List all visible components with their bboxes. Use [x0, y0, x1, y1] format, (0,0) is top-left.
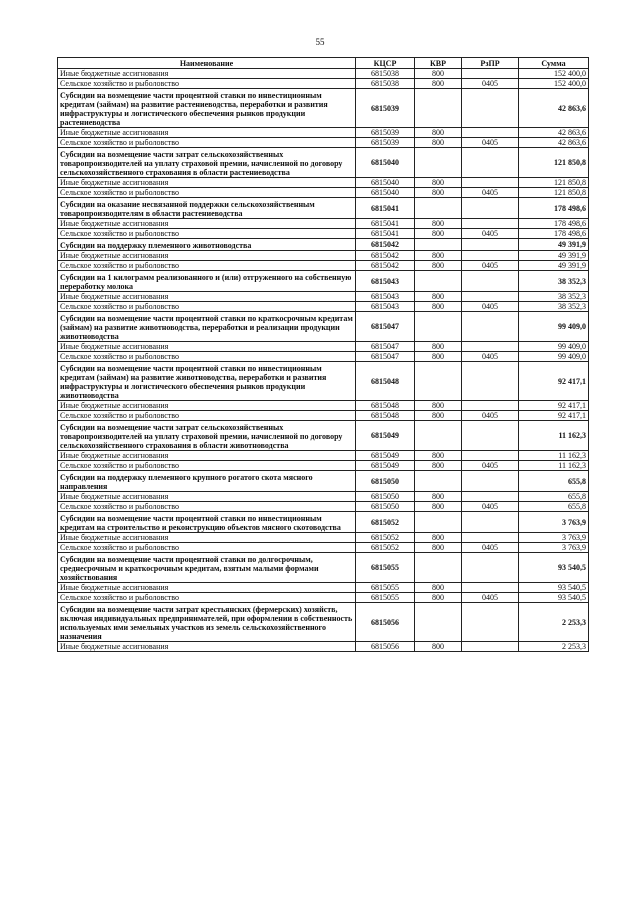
cell-name: Иные бюджетные ассигнования: [58, 251, 356, 261]
cell-kvr: 800: [415, 79, 462, 89]
table-body: [58, 69, 589, 652]
header-rzpr: РзПР: [462, 58, 519, 69]
cell-kvr: 800: [415, 229, 462, 239]
table-row: [58, 79, 589, 89]
cell-kvr: 800: [415, 451, 462, 461]
cell-rzpr: 0405: [462, 543, 519, 553]
cell-sum: 655,8: [519, 492, 589, 502]
table-row: [58, 128, 589, 138]
cell-kcsr: 6815056: [356, 603, 415, 642]
cell-rzpr: 0405: [462, 138, 519, 148]
cell-rzpr: [462, 312, 519, 342]
table-row: [58, 502, 589, 512]
table-row: [58, 178, 589, 188]
cell-kcsr: 6815052: [356, 512, 415, 533]
cell-rzpr: [462, 148, 519, 178]
cell-sum: 11 162,3: [519, 461, 589, 471]
cell-kcsr: 6815055: [356, 593, 415, 603]
cell-name: Субсидии на 1 килограмм реализованного и (или) отгруженного на собственную переработку молока: [58, 271, 356, 292]
cell-kvr: [415, 148, 462, 178]
cell-kcsr: 6815043: [356, 271, 415, 292]
cell-kvr: [415, 603, 462, 642]
cell-rzpr: 0405: [462, 302, 519, 312]
cell-kvr: 800: [415, 352, 462, 362]
cell-name: Субсидии на возмещение части затрат крестьянских (фермерских) хозяйств, включая индивидуальных предпринимателей, при оформлении в собственность используемых ими земельных участков из земель сельскохозяйственного назначения: [58, 603, 356, 642]
cell-name: Субсидии на возмещение части процентной ставки по инвестиционным кредитам (займам) на развитие растениеводства, переработки и развития инфраструктуры и логистического обеспечения рынков продукции растениеводства: [58, 89, 356, 128]
cell-name: Иные бюджетные ассигнования: [58, 583, 356, 593]
cell-sum: 93 540,5: [519, 593, 589, 603]
cell-sum: 49 391,9: [519, 261, 589, 271]
cell-kvr: 800: [415, 302, 462, 312]
cell-rzpr: [462, 292, 519, 302]
cell-kcsr: 6815043: [356, 292, 415, 302]
cell-kcsr: 6815055: [356, 553, 415, 583]
cell-rzpr: [462, 271, 519, 292]
cell-kcsr: 6815039: [356, 138, 415, 148]
cell-rzpr: 0405: [462, 411, 519, 421]
cell-kvr: 800: [415, 261, 462, 271]
subsidy-row: [58, 553, 589, 583]
cell-kvr: [415, 271, 462, 292]
cell-name: Субсидии на возмещение части затрат сельскохозяйственных товаропроизводителей на уплату страховой премии, начисленной по договору сельскохозяйственного страхования в области животноводства: [58, 421, 356, 451]
cell-rzpr: [462, 533, 519, 543]
table-row: [58, 492, 589, 502]
cell-name: Иные бюджетные ассигнования: [58, 642, 356, 652]
cell-name: Субсидии на возмещение части процентной ставки по инвестиционным кредитам на строительство и реконструкцию объектов мясного скотоводства: [58, 512, 356, 533]
cell-kvr: 800: [415, 401, 462, 411]
cell-rzpr: [462, 421, 519, 451]
cell-kvr: 800: [415, 292, 462, 302]
cell-sum: 99 409,0: [519, 312, 589, 342]
cell-kvr: 800: [415, 251, 462, 261]
table-row: [58, 451, 589, 461]
table-header-row: [58, 58, 589, 69]
cell-kvr: 800: [415, 583, 462, 593]
cell-name: Иные бюджетные ассигнования: [58, 69, 356, 79]
cell-kvr: 800: [415, 138, 462, 148]
cell-sum: 121 850,8: [519, 148, 589, 178]
cell-rzpr: [462, 603, 519, 642]
cell-kvr: [415, 239, 462, 251]
table-row: [58, 261, 589, 271]
subsidy-row: [58, 421, 589, 451]
cell-name: Иные бюджетные ассигнования: [58, 533, 356, 543]
cell-sum: 11 162,3: [519, 451, 589, 461]
table-row: [58, 219, 589, 229]
cell-kvr: 800: [415, 69, 462, 79]
cell-kvr: 800: [415, 502, 462, 512]
cell-kcsr: 6815050: [356, 492, 415, 502]
cell-sum: 93 540,5: [519, 553, 589, 583]
cell-sum: 99 409,0: [519, 352, 589, 362]
cell-kcsr: 6815042: [356, 251, 415, 261]
cell-kcsr: 6815049: [356, 421, 415, 451]
subsidy-row: [58, 312, 589, 342]
page-number: 55: [315, 37, 325, 47]
cell-kcsr: 6815038: [356, 79, 415, 89]
cell-sum: 655,8: [519, 502, 589, 512]
cell-kvr: [415, 312, 462, 342]
cell-rzpr: [462, 198, 519, 219]
cell-kcsr: 6815047: [356, 312, 415, 342]
header-kvr: КВР: [415, 58, 462, 69]
cell-rzpr: 0405: [462, 593, 519, 603]
cell-name: Иные бюджетные ассигнования: [58, 342, 356, 352]
cell-name: Иные бюджетные ассигнования: [58, 451, 356, 461]
cell-rzpr: [462, 178, 519, 188]
cell-kvr: 800: [415, 642, 462, 652]
cell-name: Сельское хозяйство и рыболовство: [58, 138, 356, 148]
subsidy-row: [58, 148, 589, 178]
cell-name: Субсидии на возмещение части процентной ставки по долгосрочным, среднесрочным и краткосрочным кредитам, взятым малыми формами хозяйствования: [58, 553, 356, 583]
cell-sum: 38 352,3: [519, 271, 589, 292]
subsidy-row: [58, 239, 589, 251]
cell-sum: 92 417,1: [519, 362, 589, 401]
subsidy-row: [58, 471, 589, 492]
cell-name: Субсидии на возмещение части процентной ставки по инвестиционным кредитам (займам) на развитие животноводства, переработки и развития инфраструктуры и логистического обеспечения рынков продукции животноводства: [58, 362, 356, 401]
cell-name: Субсидии на возмещение части процентной ставки по краткосрочным кредитам (займам) на развитие животноводства, переработки и реализации продукции животноводства: [58, 312, 356, 342]
cell-sum: 93 540,5: [519, 583, 589, 593]
cell-rzpr: [462, 342, 519, 352]
cell-sum: 38 352,3: [519, 302, 589, 312]
cell-rzpr: 0405: [462, 502, 519, 512]
cell-kcsr: 6815040: [356, 148, 415, 178]
cell-rzpr: 0405: [462, 352, 519, 362]
cell-kcsr: 6815056: [356, 642, 415, 652]
cell-rzpr: [462, 219, 519, 229]
cell-name: Субсидии на возмещение части затрат сельскохозяйственных товаропроизводителей на уплату страховой премии, начисленной по договору сельскохозяйственного страхования в области растениеводства: [58, 148, 356, 178]
cell-sum: 178 498,6: [519, 198, 589, 219]
cell-kcsr: 6815039: [356, 128, 415, 138]
cell-kcsr: 6815055: [356, 583, 415, 593]
cell-kvr: [415, 362, 462, 401]
cell-kcsr: 6815039: [356, 89, 415, 128]
cell-kcsr: 6815040: [356, 178, 415, 188]
cell-rzpr: 0405: [462, 229, 519, 239]
cell-sum: 2 253,3: [519, 642, 589, 652]
cell-rzpr: [462, 553, 519, 583]
cell-rzpr: 0405: [462, 79, 519, 89]
cell-kcsr: 6815048: [356, 362, 415, 401]
cell-kcsr: 6815052: [356, 533, 415, 543]
header-sum: Сумма: [519, 58, 589, 69]
cell-sum: 49 391,9: [519, 251, 589, 261]
cell-sum: 3 763,9: [519, 543, 589, 553]
cell-sum: 92 417,1: [519, 401, 589, 411]
cell-kcsr: 6815040: [356, 188, 415, 198]
table-row: [58, 533, 589, 543]
cell-kvr: [415, 421, 462, 451]
cell-kvr: 800: [415, 188, 462, 198]
cell-sum: 178 498,6: [519, 219, 589, 229]
cell-name: Иные бюджетные ассигнования: [58, 219, 356, 229]
cell-sum: 42 863,6: [519, 128, 589, 138]
cell-sum: 152 400,0: [519, 69, 589, 79]
cell-kcsr: 6815042: [356, 239, 415, 251]
cell-kcsr: 6815050: [356, 471, 415, 492]
cell-kvr: 800: [415, 342, 462, 352]
cell-sum: 152 400,0: [519, 79, 589, 89]
table-row: [58, 292, 589, 302]
cell-rzpr: [462, 471, 519, 492]
cell-rzpr: 0405: [462, 261, 519, 271]
table-row: [58, 411, 589, 421]
cell-kvr: 800: [415, 411, 462, 421]
cell-rzpr: [462, 239, 519, 251]
cell-kcsr: 6815041: [356, 229, 415, 239]
cell-rzpr: [462, 251, 519, 261]
cell-sum: 2 253,3: [519, 603, 589, 642]
table-row: [58, 342, 589, 352]
cell-kvr: 800: [415, 219, 462, 229]
cell-name: Сельское хозяйство и рыболовство: [58, 261, 356, 271]
table-row: [58, 401, 589, 411]
cell-name: Иные бюджетные ассигнования: [58, 178, 356, 188]
cell-rzpr: [462, 492, 519, 502]
budget-table: [57, 57, 589, 652]
table-row: [58, 642, 589, 652]
cell-kcsr: 6815043: [356, 302, 415, 312]
cell-name: Иные бюджетные ассигнования: [58, 292, 356, 302]
cell-name: Сельское хозяйство и рыболовство: [58, 79, 356, 89]
table-row: [58, 461, 589, 471]
cell-kcsr: 6815049: [356, 461, 415, 471]
cell-sum: 92 417,1: [519, 411, 589, 421]
subsidy-row: [58, 512, 589, 533]
cell-kvr: [415, 198, 462, 219]
cell-sum: 49 391,9: [519, 239, 589, 251]
cell-kcsr: 6815049: [356, 451, 415, 461]
cell-name: Сельское хозяйство и рыболовство: [58, 543, 356, 553]
cell-sum: 38 352,3: [519, 292, 589, 302]
cell-kcsr: 6815048: [356, 411, 415, 421]
cell-name: Сельское хозяйство и рыболовство: [58, 461, 356, 471]
subsidy-row: [58, 362, 589, 401]
table-row: [58, 188, 589, 198]
cell-rzpr: [462, 642, 519, 652]
cell-rzpr: [462, 451, 519, 461]
header-name: Наименование: [58, 58, 356, 69]
cell-name: Иные бюджетные ассигнования: [58, 492, 356, 502]
cell-name: Субсидии на поддержку племенного крупного рогатого скота мясного направления: [58, 471, 356, 492]
cell-rzpr: [462, 69, 519, 79]
header-kcsr: КЦСР: [356, 58, 415, 69]
cell-kvr: [415, 471, 462, 492]
cell-kcsr: 6815041: [356, 219, 415, 229]
cell-kvr: [415, 553, 462, 583]
cell-name: Сельское хозяйство и рыболовство: [58, 352, 356, 362]
cell-kcsr: 6815047: [356, 342, 415, 352]
cell-name: Сельское хозяйство и рыболовство: [58, 502, 356, 512]
cell-rzpr: [462, 89, 519, 128]
table-row: [58, 302, 589, 312]
cell-kcsr: 6815050: [356, 502, 415, 512]
cell-sum: 42 863,6: [519, 138, 589, 148]
cell-name: Иные бюджетные ассигнования: [58, 128, 356, 138]
cell-sum: 11 162,3: [519, 421, 589, 451]
cell-sum: 42 863,6: [519, 89, 589, 128]
cell-kvr: [415, 89, 462, 128]
cell-rzpr: [462, 362, 519, 401]
cell-sum: 178 498,6: [519, 229, 589, 239]
cell-sum: 3 763,9: [519, 512, 589, 533]
cell-rzpr: [462, 401, 519, 411]
subsidy-row: [58, 271, 589, 292]
subsidy-row: [58, 198, 589, 219]
cell-kvr: 800: [415, 128, 462, 138]
cell-name: Сельское хозяйство и рыболовство: [58, 188, 356, 198]
table-row: [58, 229, 589, 239]
cell-kvr: 800: [415, 492, 462, 502]
cell-rzpr: [462, 583, 519, 593]
cell-sum: 655,8: [519, 471, 589, 492]
table-row: [58, 593, 589, 603]
cell-sum: 121 850,8: [519, 188, 589, 198]
cell-rzpr: 0405: [462, 461, 519, 471]
cell-kvr: 800: [415, 533, 462, 543]
table-row: [58, 352, 589, 362]
cell-rzpr: 0405: [462, 188, 519, 198]
cell-kcsr: 6815041: [356, 198, 415, 219]
cell-rzpr: [462, 512, 519, 533]
table-row: [58, 138, 589, 148]
cell-name: Иные бюджетные ассигнования: [58, 401, 356, 411]
cell-kcsr: 6815038: [356, 69, 415, 79]
cell-kvr: 800: [415, 593, 462, 603]
table-row: [58, 69, 589, 79]
table-row: [58, 543, 589, 553]
table-row: [58, 583, 589, 593]
subsidy-row: [58, 603, 589, 642]
cell-kcsr: 6815042: [356, 261, 415, 271]
cell-kvr: 800: [415, 461, 462, 471]
cell-name: Субсидии на поддержку племенного животноводства: [58, 239, 356, 251]
cell-sum: 99 409,0: [519, 342, 589, 352]
cell-name: Субсидии на оказание несвязанной поддержки сельскохозяйственным товаропроизводителям в области растениеводства: [58, 198, 356, 219]
cell-sum: 121 850,8: [519, 178, 589, 188]
cell-kcsr: 6815048: [356, 401, 415, 411]
cell-kvr: [415, 512, 462, 533]
cell-name: Сельское хозяйство и рыболовство: [58, 411, 356, 421]
cell-name: Сельское хозяйство и рыболовство: [58, 593, 356, 603]
cell-kvr: 800: [415, 178, 462, 188]
table-row: [58, 251, 589, 261]
cell-name: Сельское хозяйство и рыболовство: [58, 302, 356, 312]
cell-kcsr: 6815047: [356, 352, 415, 362]
cell-rzpr: [462, 128, 519, 138]
cell-name: Сельское хозяйство и рыболовство: [58, 229, 356, 239]
subsidy-row: [58, 89, 589, 128]
cell-kcsr: 6815052: [356, 543, 415, 553]
cell-sum: 3 763,9: [519, 533, 589, 543]
cell-kvr: 800: [415, 543, 462, 553]
